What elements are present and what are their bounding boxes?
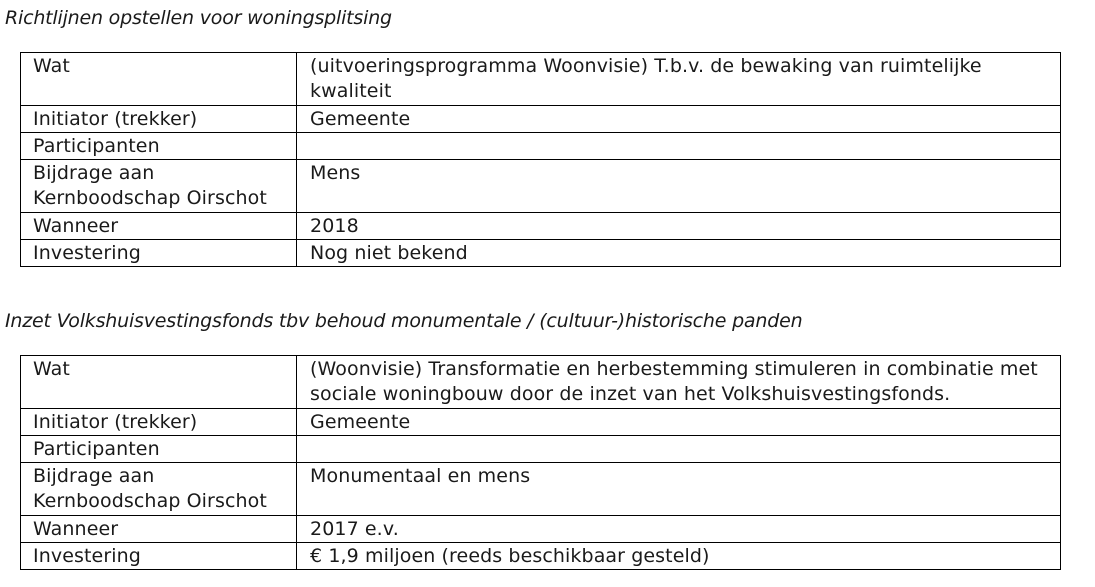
row-value: € 1,9 miljoen (reeds beschikbaar gesteld) — [297, 543, 1061, 570]
row-value: (Woonvisie) Transformatie en herbestemming stimuleren in combinatie met sociale woningbouw door de inzet van het Volkshuisvestingsfonds. — [297, 356, 1061, 409]
row-value: Nog niet bekend — [297, 240, 1061, 267]
row-label: Investering — [21, 543, 297, 570]
row-value: 2017 e.v. — [297, 516, 1061, 543]
table-row-investering — [21, 543, 1061, 570]
row-value: Monumentaal en mens — [297, 463, 1061, 516]
table-row-participanten — [21, 133, 1061, 160]
row-value — [297, 133, 1061, 160]
row-value: Gemeente — [297, 106, 1061, 133]
table-row-participanten — [21, 436, 1061, 463]
row-label: Wanneer — [21, 516, 297, 543]
row-value — [297, 436, 1061, 463]
table-row-initiator — [21, 106, 1061, 133]
table-row-wat — [21, 356, 1061, 409]
row-label: Investering — [21, 240, 297, 267]
table-row-wanneer — [21, 516, 1061, 543]
table-row-wanneer — [21, 213, 1061, 240]
row-label: Participanten — [21, 436, 297, 463]
row-value: Gemeente — [297, 409, 1061, 436]
info-table — [20, 52, 1061, 267]
table-row-wat — [21, 53, 1061, 106]
row-value: Mens — [297, 160, 1061, 213]
table-row-bijdrage — [21, 160, 1061, 213]
row-label: Bijdrage aan Kernboodschap Oirschot — [21, 160, 297, 213]
row-label: Initiator (trekker) — [21, 106, 297, 133]
row-label: Initiator (trekker) — [21, 409, 297, 436]
info-table — [20, 355, 1061, 570]
row-label: Participanten — [21, 133, 297, 160]
table-row-initiator — [21, 409, 1061, 436]
section-title: Inzet Volkshuisvestingsfonds tbv behoud monumentale / (cultuur-)historische panden — [5, 310, 803, 332]
section-title: Richtlijnen opstellen voor woningsplitsing — [5, 7, 392, 29]
row-value: (uitvoeringsprogramma Woonvisie) T.b.v. de bewaking van ruimtelijke kwaliteit — [297, 53, 1061, 106]
row-label: Bijdrage aan Kernboodschap Oirschot — [21, 463, 297, 516]
row-label: Wat — [21, 356, 297, 409]
row-label: Wanneer — [21, 213, 297, 240]
table-row-bijdrage — [21, 463, 1061, 516]
table-row-investering — [21, 240, 1061, 267]
row-value: 2018 — [297, 213, 1061, 240]
row-label: Wat — [21, 53, 297, 106]
